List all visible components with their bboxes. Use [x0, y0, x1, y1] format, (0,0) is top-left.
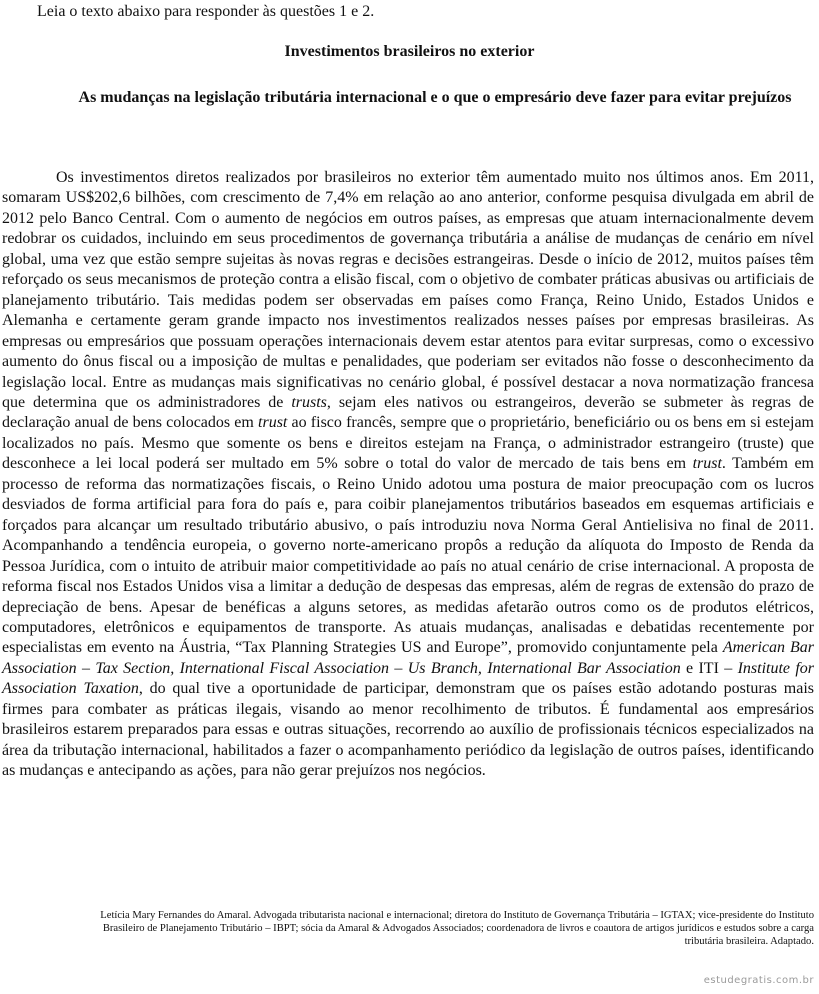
italic-organization: Institute for Association Taxation: [2, 659, 814, 698]
body-text-segment: , do qual tive a oportunidade de participar, demonstram que os países estão adotando posturas mais firmes para combater as práticas ilegais, visando ao menor recolhimento de tributos. É fundamental aos empresários brasileiros estarem preparados para essas e outras situações, recorrendo ao auxílio de profissionais técnicos especializados na área da tributação internacional, habilitados a fazer o acompanhamento periódico da legislação de outros países, identificando as mudanças e antecipando as ações, para não gerar prejuízos nos negócios.: [2, 680, 814, 780]
body-text-segment: ao fisco francês, sempre que o proprietário, beneficiário ou os bens em si estejam localizados no país. Mesmo que somente os bens e direitos estejam na França, o administrador estrangeiro (truste) que desconhece a lei local poderá ser multado em 5% sobre o total do valor de mercado de tais bens em: [2, 414, 815, 473]
body-text-segment: e ITI –: [680, 659, 738, 677]
article-subtitle: As mudanças na legislação tributária internacional e o que o empresário deve fazer para evitar prejuízos: [78, 89, 792, 106]
body-text-segment: . Também em processo de reforma das normatizações fiscais, o Reino Unido adotou uma postura de maior preocupação com os lucros desviados de forma artificial para fora do país e, para coibir planejamentos tributários baseados em esquemas artificiais e forçados para alcançar um resultado tributário abusivo, o país introduziu nova Norma Geral Antielisiva no final de 2011. Acompanhando a tendência europeia, o governo norte-americano propôs a redução da alíquota do Imposto de Renda da Pessoa Jurídica, com o intuito de atribuir maior competitividade ao país no atual cenário de crise internacional. A proposta de reforma fiscal nos Estados Unidos visa a limitar a dedução de despesas das empresas, além de regras de extensão do prazo de depreciação de bens. Apesar de benéficas a alguns setores, as medidas afetarão outros como os de produtos elétricos, computadores, eletrônicos e equipamentos de transporte. As atuais mudanças, analisadas e debatidas recentemente por especialistas em evento na Áustria, “Tax Planning Strategies US and Europe”, promovido conjuntamente pela: [2, 455, 814, 657]
italic-organizations: American Bar Association – Tax Section, International Fiscal Association – Us Branch, International Bar Association: [2, 639, 815, 677]
italic-term: trust: [258, 414, 288, 432]
watermark: estudegratis.com.br: [703, 975, 814, 986]
article-body: [2, 168, 814, 782]
italic-term: trusts: [291, 393, 327, 411]
body-text-segment: Os investimentos diretos realizados por brasileiros no exterior têm aumentado muito nos últimos anos. Em 2011, somaram US$202,6 bilhões, com crescimento de 7,4% em relação ao ano anterior, conforme pesquisa divulgada em abril de 2012 pelo Banco Central. Com o aumento de negócios em outros países, as empresas que atuam internacionalmente devem redobrar os cuidados, incluindo em seus procedimentos de governança tributária a análise de mudanças de cenário em nível global, uma vez que estão sempre sujeitas às novas regras e decisões estrangeiras. Desde o início de 2012, muitos países têm reforçado os seus mecanismos de proteção contra a elisão fiscal, com o objetivo de combater práticas abusivas ou artificiais de planejamento tributário. Tais medidas podem ser observadas em países como França, Reino Unido, Estados Unidos e Alemanha e certamente geram grande impacto nos investimentos realizados nesses países por empresas brasileiras. As empresas ou empresários que possuam operações internacionais devem estar atentos para evitar surpresas, como o excessivo aumento do ônus fiscal ou a imposição de multas e penalidades, que poderiam ser evitados não fosse o desconhecimento da legislação local. Entre as mudanças mais significativas no cenário global, é possível destacar a nova normatização francesa que determina que os administradores de: [2, 169, 814, 411]
body-text-segment: , sejam eles nativos ou estrangeiros, deverão se submeter às regras de declaração anual de bens colocados em: [2, 393, 815, 432]
article-title: Investimentos brasileiros no exterior: [284, 43, 535, 60]
instruction-text: Leia o texto abaixo para responder às questões 1 e 2.: [37, 3, 375, 20]
source-citation: Letícia Mary Fernandes do Amaral. Advogada tributarista nacional e internacional; diretora do Instituto de Governança Tributária – IGTAX; vice-presidente do Instituto Brasileiro de Planejamento Tributário – IBPT; sócia da Amaral & Advogados Associados; coordenadora de livros e coautora de artigos jurídicos e estudos sobre a carga tributária brasileira. Adaptado.: [100, 910, 814, 947]
italic-term: trust: [692, 455, 722, 473]
